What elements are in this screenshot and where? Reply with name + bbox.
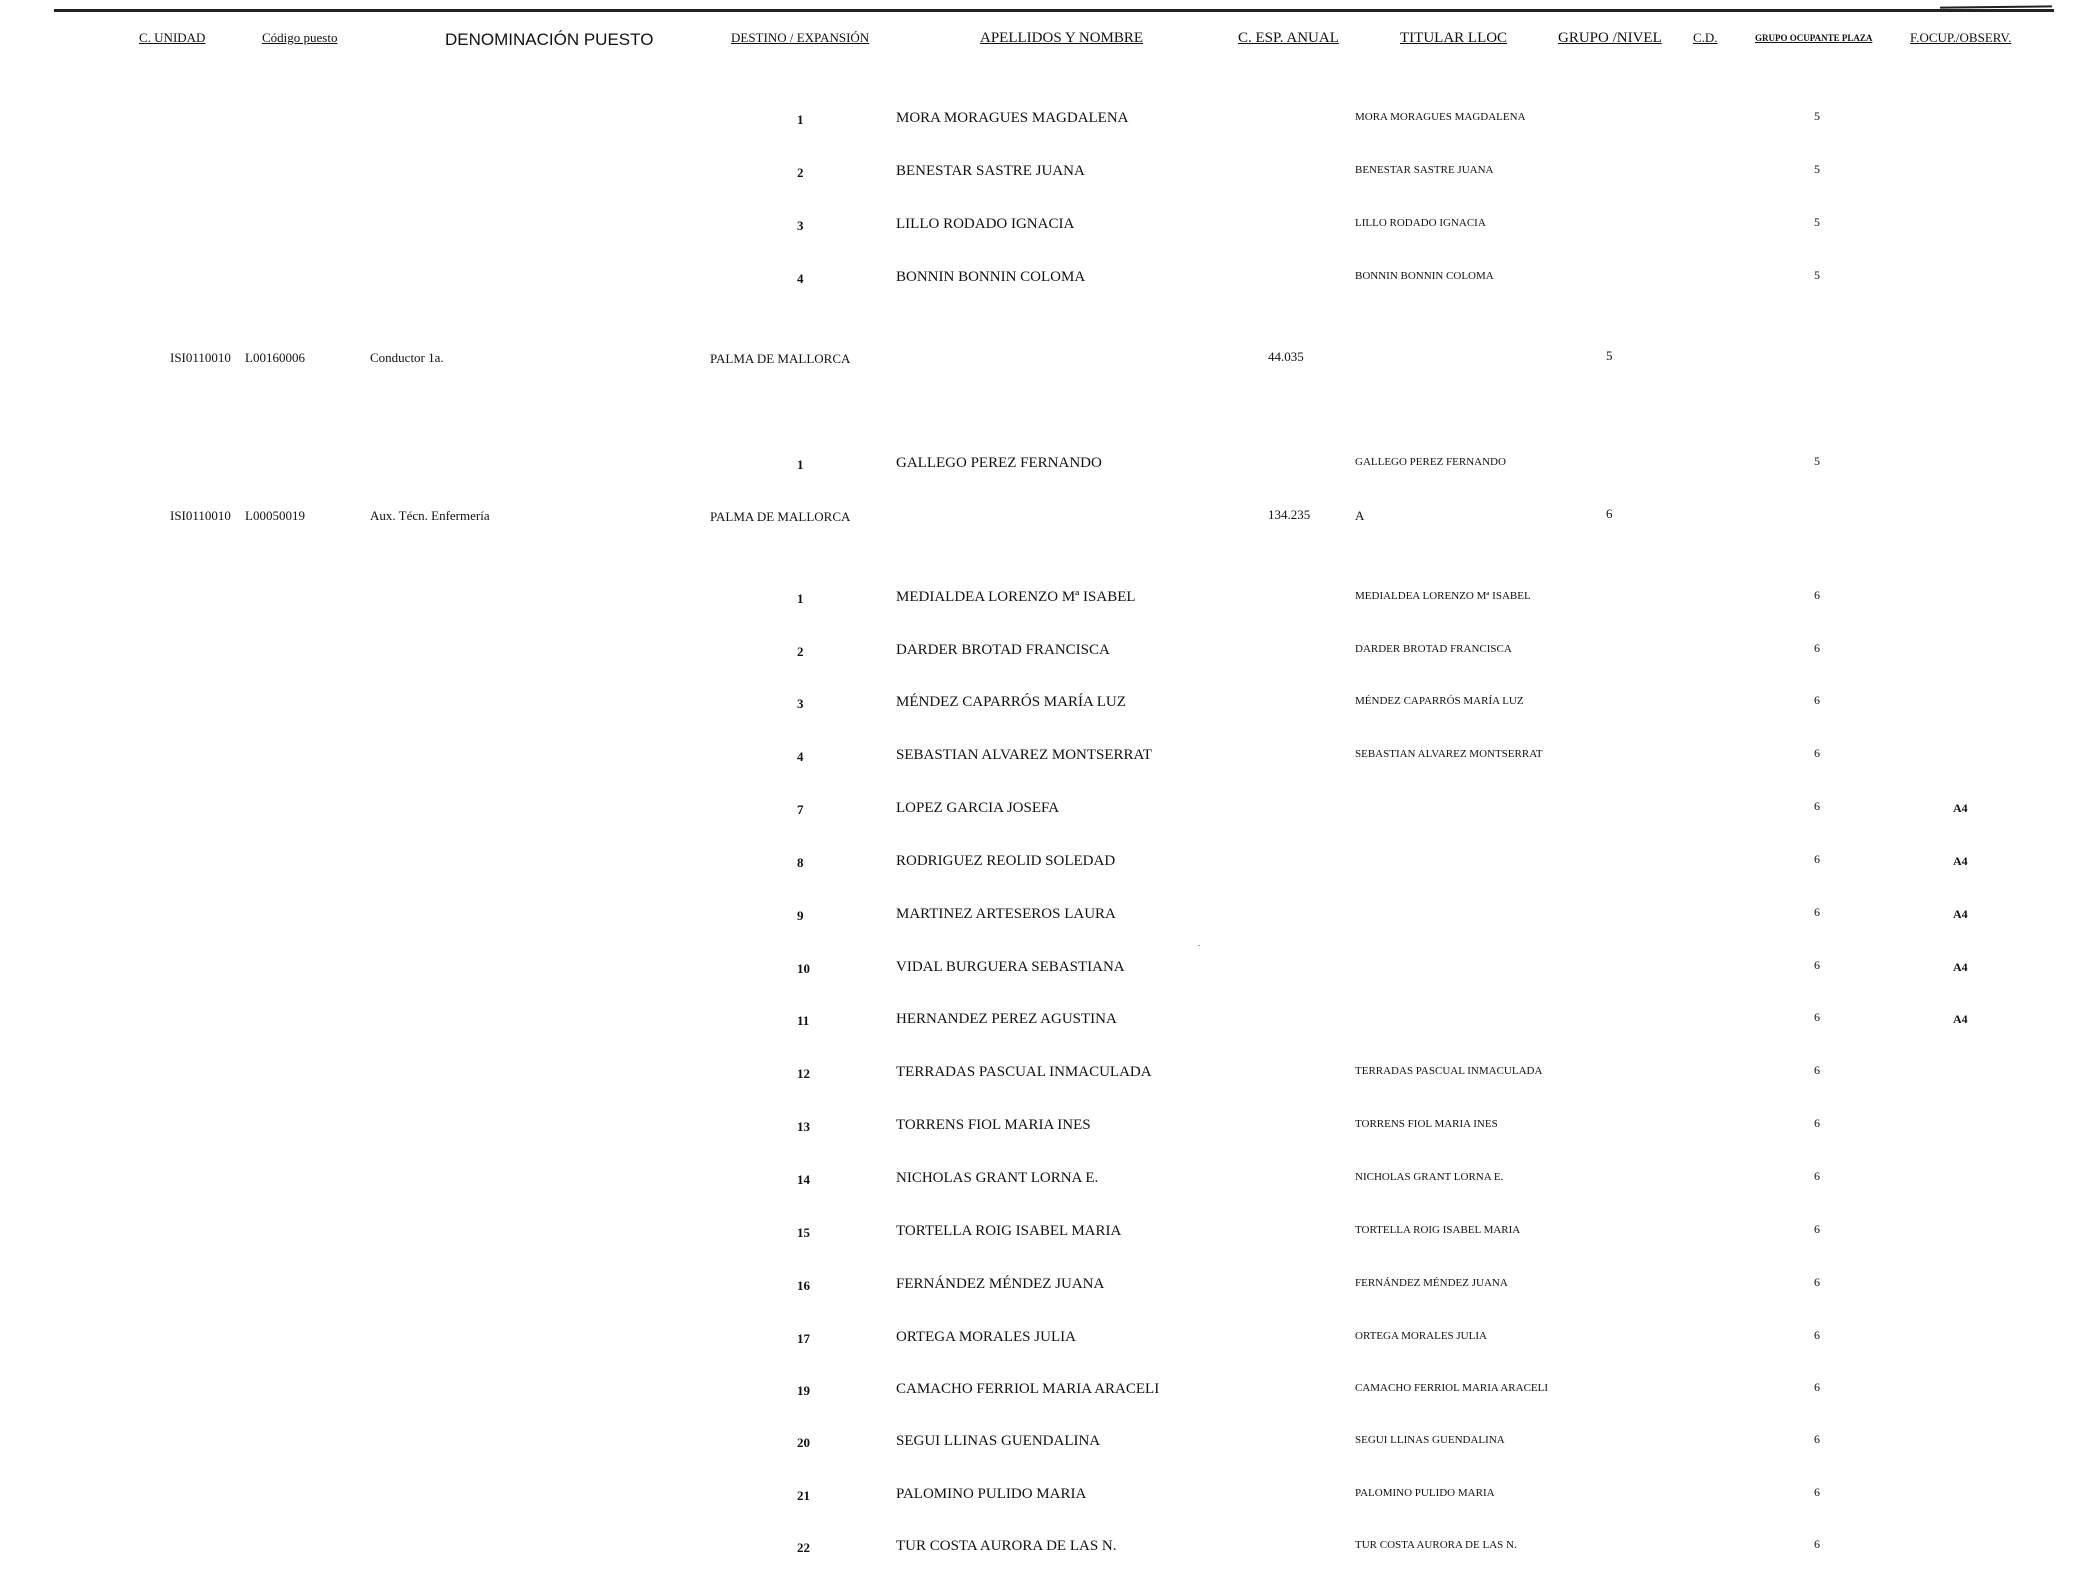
occupant-name: TORRENS FIOL MARIA INES <box>896 1117 1091 1133</box>
row-number: 10 <box>797 961 810 976</box>
row-number: 21 <box>797 1488 810 1503</box>
occupant-group: 6 <box>1814 1537 1820 1551</box>
occupant-group: 5 <box>1814 215 1820 229</box>
row-number: 12 <box>797 1066 810 1081</box>
row-number: 4 <box>797 271 804 286</box>
group-level: 6 <box>1606 506 1613 521</box>
unit-code: ISI0110010 <box>170 508 231 523</box>
holder-name: BONNIN BONNIN COLOMA <box>1355 270 1494 282</box>
occupant-name: NICHOLAS GRANT LORNA E. <box>896 1170 1099 1186</box>
occupant-name: RODRIGUEZ REOLID SOLEDAD <box>896 853 1116 869</box>
holder-name: SEBASTIAN ALVAREZ MONTSERRAT <box>1355 748 1543 760</box>
occupant-name: LOPEZ GARCIA JOSEFA <box>896 800 1060 816</box>
occupant-group: 6 <box>1814 746 1820 760</box>
occupant-name: MARTINEZ ARTESEROS LAURA <box>896 906 1116 922</box>
header-grupo-nivel: GRUPO /NIVEL <box>1558 30 1662 46</box>
annual-amount: 44.035 <box>1268 349 1304 364</box>
occupant-group: 6 <box>1814 1432 1820 1446</box>
position-code: L00160006 <box>245 350 305 365</box>
row-number: 1 <box>797 112 804 127</box>
holder-name: LILLO RODADO IGNACIA <box>1355 217 1486 229</box>
occupant-group: 6 <box>1814 1010 1820 1024</box>
row-number: 11 <box>797 1013 810 1028</box>
occupant-group: 6 <box>1814 588 1820 602</box>
position-code: L00050019 <box>245 508 305 523</box>
occupant-name: GALLEGO PEREZ FERNANDO <box>896 455 1102 471</box>
occupant-group: 6 <box>1814 1169 1820 1183</box>
holder-name: MÉNDEZ CAPARRÓS MARÍA LUZ <box>1355 695 1524 707</box>
holder-name: MEDIALDEA LORENZO Mª ISABEL <box>1355 590 1531 602</box>
occupant-group: 6 <box>1814 905 1820 919</box>
holder-name: ORTEGA MORALES JULIA <box>1355 1330 1487 1342</box>
occupation-note: A4 <box>1953 907 1968 921</box>
occupant-group: 6 <box>1814 641 1820 655</box>
header-grupo-ocupante: GRUPO OCUPANTE PLAZA <box>1755 33 1873 43</box>
row-number: 3 <box>797 696 804 711</box>
occupant-group: 6 <box>1814 1116 1820 1130</box>
row-number: 3 <box>797 218 804 233</box>
occupant-name: DARDER BROTAD FRANCISCA <box>896 642 1110 658</box>
occupant-group: 5 <box>1814 454 1820 468</box>
row-number: 15 <box>797 1225 810 1240</box>
occupant-group: 6 <box>1814 1485 1820 1499</box>
occupant-name: CAMACHO FERRIOL MARIA ARACELI <box>896 1381 1160 1397</box>
header-c-esp-anual: C. ESP. ANUAL <box>1238 30 1339 46</box>
header-destino: DESTINO / EXPANSIÓN <box>731 30 870 45</box>
header-titular-lloc: TITULAR LLOC <box>1400 30 1508 46</box>
row-number: 1 <box>797 457 804 472</box>
occupation-note: A4 <box>1953 960 1968 974</box>
top-rule <box>54 9 2054 12</box>
occupant-group: 5 <box>1814 109 1820 123</box>
header-f-ocup: F.OCUP./OBSERV. <box>1910 30 2012 45</box>
group-level: 5 <box>1606 348 1613 363</box>
row-number: 2 <box>797 644 804 659</box>
row-number: 17 <box>797 1331 810 1346</box>
occupant-name: TORTELLA ROIG ISABEL MARIA <box>896 1223 1122 1239</box>
occupant-name: MEDIALDEA LORENZO Mª ISABEL <box>896 589 1136 605</box>
occupant-name: PALOMINO PULIDO MARIA <box>896 1486 1087 1502</box>
occupant-group: 6 <box>1814 1380 1820 1394</box>
occupant-name: BONNIN BONNIN COLOMA <box>896 269 1086 285</box>
occupant-name: LILLO RODADO IGNACIA <box>896 216 1075 232</box>
holder-name: SEGUI LLINAS GUENDALINA <box>1355 1434 1505 1446</box>
occupant-name: ORTEGA MORALES JULIA <box>896 1329 1076 1345</box>
position-title: Aux. Técn. Enfermería <box>370 508 490 523</box>
row-number: 19 <box>797 1383 810 1398</box>
occupant-name: HERNANDEZ PEREZ AGUSTINA <box>896 1011 1117 1027</box>
row-number: 7 <box>797 802 804 817</box>
occupant-group: 6 <box>1814 1275 1820 1289</box>
header-c-unidad: C. UNIDAD <box>139 30 206 45</box>
holder-name: BENESTAR SASTRE JUANA <box>1355 164 1494 176</box>
occupant-group: 6 <box>1814 958 1820 972</box>
occupant-group: 6 <box>1814 799 1820 813</box>
row-number: 1 <box>797 591 804 606</box>
occupant-name: MORA MORAGUES MAGDALENA <box>896 110 1129 126</box>
occupant-name: VIDAL BURGUERA SEBASTIANA <box>896 959 1125 975</box>
occupation-note: A4 <box>1953 854 1968 868</box>
header-codigo-puesto: Código puesto <box>262 30 338 45</box>
holder-name: NICHOLAS GRANT LORNA E. <box>1355 1171 1504 1183</box>
row-number: 22 <box>797 1540 810 1555</box>
destination: PALMA DE MALLORCA <box>710 509 851 524</box>
holder-flag: A <box>1355 508 1365 523</box>
annual-amount: 134.235 <box>1268 507 1311 522</box>
holder-name: TORRENS FIOL MARIA INES <box>1355 1118 1498 1130</box>
occupant-name: SEGUI LLINAS GUENDALINA <box>896 1433 1101 1449</box>
holder-name: FERNÁNDEZ MÉNDEZ JUANA <box>1355 1277 1508 1289</box>
position-title: Conductor 1a. <box>370 350 444 365</box>
occupation-note: A4 <box>1953 801 1968 815</box>
row-number: 2 <box>797 165 804 180</box>
scan-speck <box>1198 945 1200 946</box>
holder-name: DARDER BROTAD FRANCISCA <box>1355 643 1512 655</box>
occupant-name: FERNÁNDEZ MÉNDEZ JUANA <box>896 1276 1105 1292</box>
row-number: 14 <box>797 1172 810 1187</box>
row-number: 4 <box>797 749 804 764</box>
header-apellidos: APELLIDOS Y NOMBRE <box>980 30 1144 46</box>
occupant-name: MÉNDEZ CAPARRÓS MARÍA LUZ <box>896 694 1126 710</box>
row-number: 9 <box>797 908 804 923</box>
occupant-name: TUR COSTA AURORA DE LAS N. <box>896 1538 1117 1554</box>
holder-name: CAMACHO FERRIOL MARIA ARACELI <box>1355 1382 1549 1394</box>
holder-name: TORTELLA ROIG ISABEL MARIA <box>1355 1224 1521 1236</box>
row-number: 20 <box>797 1435 810 1450</box>
header-denominacion: DENOMINACIÓN PUESTO <box>445 30 654 49</box>
holder-name: MORA MORAGUES MAGDALENA <box>1355 111 1526 123</box>
occupant-name: SEBASTIAN ALVAREZ MONTSERRAT <box>896 747 1152 763</box>
occupant-group: 6 <box>1814 1328 1820 1342</box>
holder-name: GALLEGO PEREZ FERNANDO <box>1355 456 1506 468</box>
row-number: 13 <box>797 1119 810 1134</box>
occupant-name: BENESTAR SASTRE JUANA <box>896 163 1085 179</box>
occupation-note: A4 <box>1953 1012 1968 1026</box>
destination: PALMA DE MALLORCA <box>710 351 851 366</box>
occupant-group: 5 <box>1814 162 1820 176</box>
occupant-group: 6 <box>1814 1222 1820 1236</box>
occupant-group: 6 <box>1814 852 1820 866</box>
occupant-name: TERRADAS PASCUAL INMACULADA <box>896 1064 1152 1080</box>
holder-name: TERRADAS PASCUAL INMACULADA <box>1355 1065 1543 1077</box>
unit-code: ISI0110010 <box>170 350 231 365</box>
row-number: 16 <box>797 1278 810 1293</box>
occupant-group: 6 <box>1814 693 1820 707</box>
occupant-group: 5 <box>1814 268 1820 282</box>
holder-name: TUR COSTA AURORA DE LAS N. <box>1355 1539 1517 1551</box>
holder-name: PALOMINO PULIDO MARIA <box>1355 1487 1495 1499</box>
header-cd: C.D. <box>1693 30 1718 45</box>
row-number: 8 <box>797 855 804 870</box>
occupant-group: 6 <box>1814 1063 1820 1077</box>
